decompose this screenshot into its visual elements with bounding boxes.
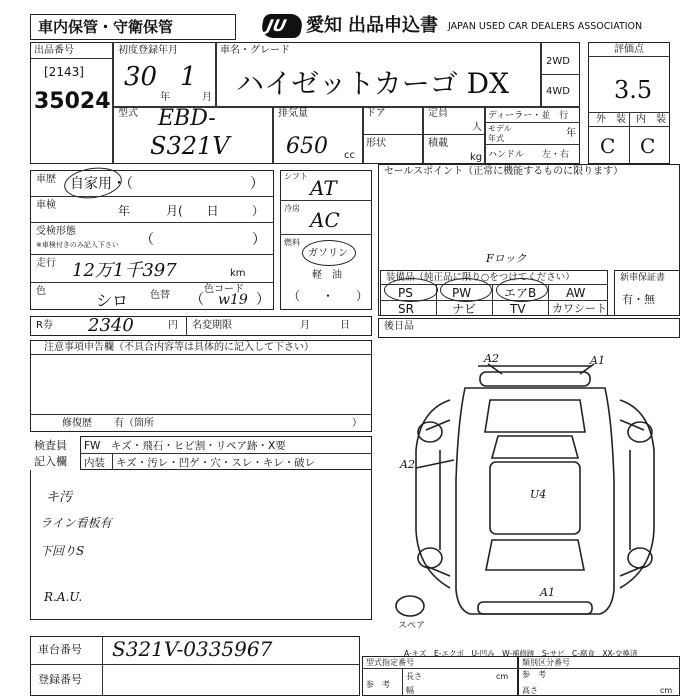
color-value: シロ: [96, 291, 129, 310]
mileage-unit: km: [230, 268, 246, 279]
pw-circle: [440, 278, 492, 302]
chassis-value: S321V-0335967: [112, 637, 273, 661]
model-year-label: モデル年式: [488, 124, 512, 143]
acceptance-close: ）: [252, 232, 266, 248]
title-prefecture: 愛知: [306, 15, 342, 36]
storage-label: 車内保管・守衛保管: [38, 18, 174, 36]
ju-logo-text: JU: [265, 16, 289, 35]
mark-rear: A1: [540, 586, 555, 599]
registration-month: 1: [180, 62, 197, 92]
first-registration-label: 初度登録年月: [118, 45, 178, 56]
repair-close: ）: [352, 418, 362, 429]
sales-point-label: セールスポイント（正常に機能するものに限ります）: [384, 166, 624, 177]
equipment-aw: AW: [566, 286, 586, 300]
mileage-value: 12万1千397: [72, 260, 177, 281]
spare-tire: [396, 596, 424, 616]
warranty-options: 有・無: [622, 293, 655, 306]
grade-label: 評価点: [614, 44, 644, 55]
equipment-sr: SR: [398, 302, 414, 316]
class-label: 類別区分番号: [522, 658, 570, 667]
legend-codes: A-キズ E-エクボ U-凹み W-補修跡 S-サビ C-腐食 XX-交換済: [404, 649, 638, 658]
ju-logo: [259, 14, 304, 38]
airbag-circle: [496, 278, 548, 302]
inspector-interior-row: キズ・汚レ・凹ゲ・穴・スレ・キレ・破レ: [116, 457, 316, 469]
type-value-line1: EBD-: [158, 106, 216, 131]
equipment-navi: ナビ: [452, 302, 477, 316]
lot-number-label: 出品番号: [34, 45, 74, 56]
fuel-open: （: [288, 289, 301, 303]
class-ref-label: 参 考: [522, 670, 546, 679]
lot-small-number: [2143]: [44, 65, 84, 79]
notes-label: 注意事項申告欄（不具合内容等は具体的に記入して下さい）: [44, 342, 314, 353]
exterior-label: 外 装: [596, 114, 626, 125]
equipment-pw: PW: [452, 286, 472, 300]
color-code-label: 色コード: [204, 284, 244, 295]
mark-front-left: A2: [484, 352, 499, 365]
fuel-dot: ・: [322, 289, 335, 303]
fuel-gasoline: ガソリン: [308, 248, 348, 259]
name-change-text: 月 日: [300, 320, 350, 331]
registration-year: 30: [124, 62, 158, 92]
acceptance-open: （: [140, 232, 154, 248]
exterior-grade: C: [600, 134, 616, 158]
shift-label: シフト: [284, 172, 308, 181]
model-year-unit: 年: [566, 128, 576, 139]
inspection-close: ）: [252, 204, 265, 218]
recycle-value: 2340: [88, 315, 134, 336]
model-name-value: ハイゼットカーゴ DX: [236, 67, 510, 100]
left-side: [416, 400, 450, 588]
history-close: ）: [250, 176, 264, 192]
chassis-label: 車台番号: [38, 643, 82, 656]
equipment-label: 装備品（純正品に限り○をつけてください）: [386, 272, 575, 283]
ps-circle: [384, 278, 438, 302]
fuel-close: ）: [356, 289, 369, 303]
repair-value: 有（箇所: [114, 418, 154, 429]
color-label: 色: [36, 286, 46, 297]
equipment-airbag: エアB: [504, 286, 537, 300]
fuel-light-oil: 軽 油: [312, 270, 342, 281]
displacement-unit: cc: [344, 150, 355, 161]
mark-front-right: A1: [590, 354, 605, 367]
door-label: ドア: [366, 108, 386, 119]
displacement-label: 排気量: [278, 108, 308, 119]
acceptance-note: ※車検付きのみ記入下さい: [36, 241, 119, 249]
ac-label: 冷房: [284, 204, 300, 213]
shift-value: AT: [310, 176, 337, 200]
registration-year-unit: 年: [160, 92, 170, 103]
capacity-label: 定員: [428, 108, 448, 119]
equipment-ps: PS: [398, 286, 413, 300]
wheel-fr: [628, 422, 652, 442]
model-no-label: 型式指定番号: [366, 658, 414, 667]
front-bumper: [480, 372, 590, 386]
body-outline: [456, 388, 614, 614]
recycle-unit: 円: [168, 320, 178, 331]
name-change-label: 名変期限: [192, 320, 232, 331]
equipment-leather-seat: カワシート: [552, 302, 607, 315]
page-title: 出品申込書: [348, 15, 438, 36]
history-value: 自家用・（: [70, 176, 133, 192]
back-day-label: 後日品: [384, 321, 414, 332]
handwritten-note-2: ライン看板有: [40, 516, 112, 530]
inspector-label2: 記入欄: [34, 455, 67, 468]
type-label: 型式: [118, 108, 138, 119]
inspection-text: 年 月( 日: [118, 204, 219, 218]
acceptance-label: 受検形態: [36, 226, 76, 237]
drive-2wd: 2WD: [546, 56, 570, 67]
rear-bumper: [478, 602, 592, 614]
equipment-tv: TV: [510, 302, 526, 316]
color-code-value: w19: [218, 292, 248, 308]
dealer-label: ディーラー・並 行: [488, 111, 569, 121]
spare-label: スペア: [398, 621, 426, 631]
model-no-width: 幅: [406, 686, 414, 695]
fuel-label: 燃料: [284, 238, 300, 247]
model-no-ref: 参 考: [366, 680, 390, 689]
recycle-label: R券: [36, 320, 53, 331]
inspector-label1: 検査員: [34, 439, 67, 452]
interior-label: 内 装: [636, 114, 666, 125]
reg-number-label: 登録番号: [38, 673, 82, 686]
model-no-length-unit: cm: [496, 672, 509, 681]
color-code-close: ）: [256, 292, 270, 308]
gasoline-circle: [302, 240, 356, 266]
inspector-interior-label: 内装: [84, 457, 105, 469]
handwritten-note-4: R.A.U.: [44, 590, 83, 604]
displacement-value: 650: [286, 134, 328, 159]
model-no-length: 長さ: [406, 672, 422, 681]
inspection-label: 車検: [36, 200, 56, 211]
handwritten-note-1: キ汚: [46, 490, 73, 505]
load-label: 積載: [428, 138, 448, 149]
ac-value: AC: [310, 208, 340, 232]
handle-options: 左・右: [542, 150, 570, 160]
history-label: 車歴: [36, 174, 56, 185]
handle-label: ハンドル: [488, 150, 525, 160]
repair-label: 修復歴: [62, 418, 92, 429]
title-english: JAPAN USED CAR DEALERS ASSOCIATION: [448, 21, 643, 32]
drive-4wd: 4WD: [546, 86, 570, 97]
color-code-open: （: [190, 292, 204, 308]
model-no-height: 高さ: [522, 686, 538, 695]
handwritten-note-3: 下回りS: [40, 544, 85, 558]
mileage-label: 走行: [36, 258, 56, 269]
model-name-label: 車名・グレード: [220, 45, 290, 56]
inspector-fw-row: FW キズ・飛石・ヒビ割・リペア跡・X要: [84, 440, 286, 452]
right-side: [620, 400, 654, 588]
lot-number: 35024: [34, 89, 111, 114]
repaint-label: 色替: [150, 290, 170, 301]
interior-grade: C: [640, 134, 656, 158]
registration-month-unit: 月: [202, 92, 212, 103]
door-shape-label: 形状: [366, 138, 386, 149]
capacity-unit: 人: [472, 122, 482, 133]
back-day-box: [378, 318, 680, 338]
load-unit: kg: [470, 152, 483, 163]
type-value-line2: S321V: [150, 132, 230, 160]
warranty-label: 新車保証書: [620, 273, 666, 283]
wheel-fl: [418, 422, 442, 442]
mark-side: A2: [400, 458, 415, 471]
mark-roof: U4: [530, 488, 547, 501]
model-no-height-unit: cm: [660, 686, 673, 695]
sales-point-handwritten: Fロック: [486, 252, 527, 265]
grade-score: 3.5: [614, 76, 653, 104]
